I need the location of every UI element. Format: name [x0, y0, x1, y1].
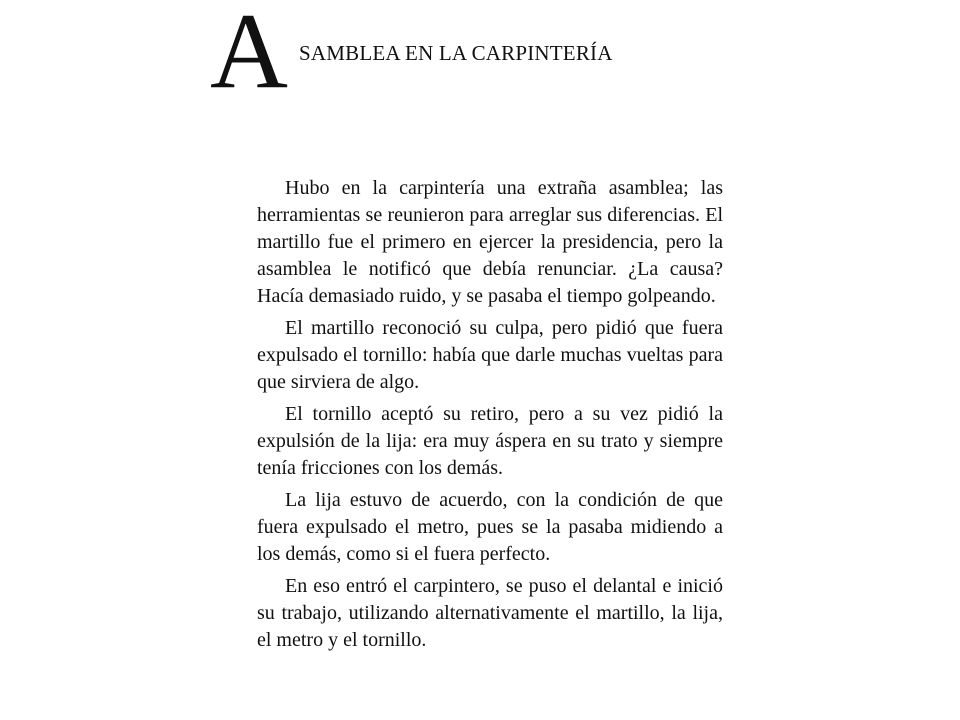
paragraph: El martillo reconoció su culpa, pero pidió que fuera expulsado el tornillo: había que darle muchas vueltas para que sirviera de algo.: [257, 317, 723, 393]
paragraph: En eso entró el carpintero, se puso el delantal e inició su trabajo, utilizando alternativamente el martillo, la lija, el metro y el tornillo.: [257, 575, 723, 651]
document-title: [210, 0, 710, 111]
title-text: SAMBLEA EN LA CARPINTERÍA: [299, 41, 613, 65]
story-body: [257, 175, 723, 659]
paragraph: El tornillo aceptó su retiro, pero a su vez pidió la expulsión de la lija: era muy áspera en su trato y siempre tenía fricciones con los demás.: [257, 403, 723, 479]
paragraph: La lija estuvo de acuerdo, con la condición de que fuera expulsado el metro, pues se la pasaba midiendo a los demás, como si el fuera perfecto.: [257, 489, 723, 565]
title-drop-cap: A: [210, 0, 288, 111]
paragraph: Hubo en la carpintería una extraña asamblea; las herramientas se reunieron para arreglar sus diferencias. El martillo fue el primero en ejercer la presidencia, pero la asamblea le notificó que debía renunciar. ¿La causa? Hacía demasiado ruido, y se pasaba el tiempo golpeando.: [257, 177, 723, 307]
